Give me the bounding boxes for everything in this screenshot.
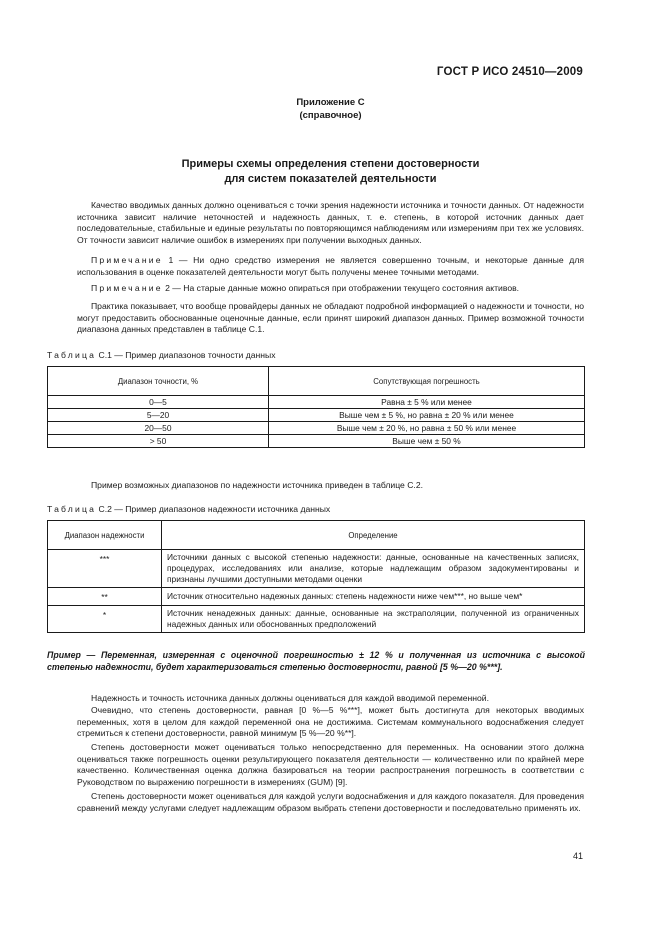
table-cell: 20—50 [48,422,269,435]
table-2-caption-text: С.2 — Пример диапазонов надежности источника данных [98,504,331,514]
page-number: 41 [572,851,583,861]
table-header-row [48,521,585,550]
note-2-label: Примечание [91,283,163,293]
table-accuracy-ranges [47,366,585,448]
table-row [48,396,585,409]
table-row [48,550,585,588]
table-cell: ** [48,588,162,606]
example-text: Пример — Переменная, измеренная с оценочной погрешностью ± 12 % и полученная из источника с высокой степенью надежности, будет характеризоваться степенью достоверности, равной [5 %—20 %***]. [47,650,585,672]
table-cell: Выше чем ± 5 %, но равна ± 20 % или менее [269,409,585,422]
table-header-cell: Сопутствующая погрешность [269,367,585,396]
table-cell: * [48,606,162,633]
table-1-caption-label: Таблица [47,350,97,360]
appendix-subtitle: (справочное) [299,110,362,121]
paragraph-intro: Качество вводимых данных должно оцениваться с точки зрения надежности источника и точности данных. От надежности источника зависит наличие неточностей и надежность данных, т. е. степень, в которой источник данных дает последовательные, стабильные и единые результаты по повторяющимся наблюдениям или измерениям при тех же условиях. От точности зависит наличие ошибок в измерениях при получении выходных данных. [77,200,584,245]
table-2-caption [47,504,330,514]
table-cell: Источники данных с высокой степенью надежности: данные, основанные на качественных записях, процедурах, исследованиях или анализе, которые надлежащим образом задокументированы и признаны лучшими доступными методами оценки [162,550,585,588]
note-2-text: 2 — На старые данные можно опираться при отображении текущего состояния активов. [165,283,520,293]
section-title-line-1: Примеры схемы определения степени достоверности [181,158,480,170]
table-cell: 0—5 [48,396,269,409]
table-cell: 5—20 [48,409,269,422]
table-cell: Источник относительно надежных данных: степень надежности ниже чем***, но выше чем* [162,588,585,606]
paragraph-practice: Практика показывает, что вообще провайдеры данных не обладают подробной информацией о надежности и точности, но могут предоставить обоснованные оценочные данные, если принят широкий диапазон данных. Пример возможной точности диапазона данных представлен в таблице С.1. [77,301,584,335]
appendix-title: Приложение С [296,97,365,108]
table-header-cell: Определение [162,521,585,550]
table-header-cell: Диапазон точности, % [48,367,269,396]
table-reliability-ranges [47,520,585,633]
note-1-label: Примечание [91,255,163,265]
table-row [48,435,585,448]
table-cell: Равна ± 5 % или менее [269,396,585,409]
table-cell: Выше чем ± 20 %, но равна ± 50 % или менее [269,422,585,435]
table-cell: > 50 [48,435,269,448]
table-cell: Источник ненадежных данных: данные, основанные на экстраполяции, полученной из ограниченных надежных данных или обоснованных предположений [162,606,585,633]
table-1-caption-text: С.1 — Пример диапазонов точности данных [98,350,276,360]
paragraph-reliability-accuracy: Надежность и точность источника данных должны оцениваться для каждой вводимой переменной. [91,693,489,703]
table-row [48,422,585,435]
table-header-cell: Диапазон надежности [48,521,162,550]
section-title-line-2: для систем показателей деятельности [224,173,437,185]
table-row [48,606,585,633]
table-2-caption-label: Таблица [47,504,97,514]
table-row [48,409,585,422]
paragraph-comparison: Степень достоверности может оцениваться для каждой услуги водоснабжения и для каждого показателя. Для проведения сравнений между услугами следует надлежащим образом выбрать степени достоверности и последовательно применять их. [77,791,584,813]
table-cell: *** [48,550,162,588]
note-1 [77,255,584,278]
table-cell: Выше чем ± 50 % [269,435,585,448]
document-code: ГОСТ Р ИСО 24510—2009 [436,66,583,78]
paragraph-reliability-intro: Пример возможных диапазонов по надежности источника приведен в таблице С.2. [91,480,423,490]
note-1-text: 1 — Ни одно средство измерения не является совершенно точным, и некоторые данные для использования в оценке показателей деятельности могут быть получены менее точными методами. [77,255,584,277]
paragraph-uncertainty: Степень достоверности может оцениваться только непосредственно для переменных. На основании этого должна оцениваться также погрешность оценки результирующего показателя деятельности — количественно или по крайней мере качественно. Количественная оценка должна базироваться на теории распространения погрешность в соответствии с Руководством по выражению погрешности в измерениях (GUM) [9]. [77,742,584,787]
table-1-caption [47,350,276,360]
paragraph-confidence-grade: Очевидно, что степень достоверности, равная [0 %—5 %***], может быть достигнута для некоторых вводимых переменных, хотя в целом для каждой переменной она не достижима. Системам коммунального водоснабжения следует стремиться к степени достоверности, равной минимум [5 %—20 %**]. [77,705,584,739]
table-row [48,588,585,606]
table-header-row [48,367,585,396]
note-2 [77,283,584,295]
